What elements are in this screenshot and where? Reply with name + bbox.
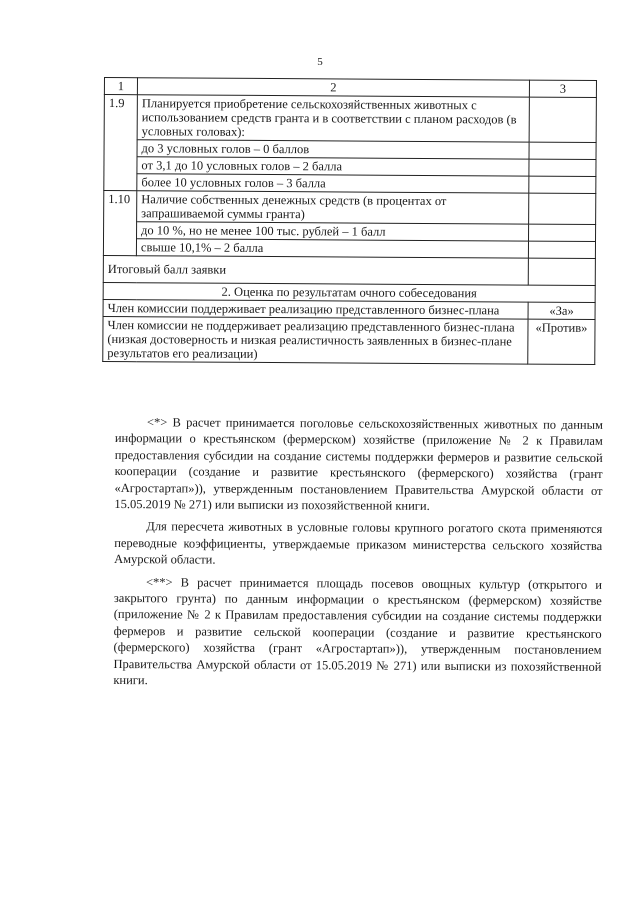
item-number: 1.10	[103, 191, 136, 256]
criterion-option: до 3 условных голов – 0 баллов	[137, 140, 529, 159]
score-cell	[528, 241, 595, 258]
table-row	[103, 316, 595, 364]
score-cell	[529, 176, 596, 193]
section-2-title: 2. Оценка по результатам очного собеседования	[103, 282, 595, 302]
scoring-table	[102, 77, 597, 365]
header-col-2: 2	[137, 78, 529, 97]
total-score-cell	[528, 258, 595, 285]
total-row	[103, 255, 595, 285]
table-row	[104, 95, 596, 143]
score-cell	[529, 97, 596, 142]
footnote-conversion: Для пересчета животных в условные головы крупного рогатого скота применяются переводные коэффициенты, утверждаемые приказом министерства сельского хозяйства Амурской области.	[114, 519, 603, 567]
vote-against-mark: «Против»	[528, 319, 595, 364]
criterion-option: от 3,1 до 10 условных голов – 2 балла	[137, 157, 529, 176]
score-cell	[529, 159, 596, 176]
footnote-1: <*> В расчет принимается поголовье сельскохозяйственных животных по данным информации о крестьянском (фермерском) хозяйстве (приложение № 2 к Правилам предоставления субсидии на создание системы поддержки фермеров и развитие сельской кооперации (создание и развитие крестьянского (фермерского) хозяйства (грант «Агростартап»)), утвержденным постановлением Правительства Амурской области от 15.05.2019 № 271) или выписки из похозяйственной книги.	[114, 415, 603, 513]
header-col-1: 1	[104, 78, 137, 95]
criterion-option: до 10 %, но не менее 100 тыс. рублей – 1 балл	[137, 222, 529, 241]
interview-criterion: Член комиссии поддерживает реализацию представленного бизнес-плана	[103, 299, 528, 319]
table-row	[104, 191, 596, 225]
vote-for-mark: «За»	[528, 302, 595, 319]
header-col-3: 3	[529, 80, 596, 97]
criterion-text: Наличие собственных денежных средств (в процентах от запрашиваемой суммы гранта)	[137, 191, 529, 224]
criterion-text: Планируется приобретение сельскохозяйственных животных с использованием средств гранта и в соответствии с планом расходов (в условных головах):	[137, 95, 529, 142]
score-cell	[529, 193, 596, 224]
total-label: Итоговый балл заявки	[103, 255, 528, 285]
score-cell	[529, 224, 596, 241]
footnotes	[113, 414, 603, 697]
criterion-option: более 10 условных голов – 3 балла	[137, 174, 529, 193]
interview-criterion: Член комиссии не поддерживает реализацию представленного бизнес-плана (низкая достоверность и низкая реалистичность заявленных в бизнес-плане результатов его реализации)	[103, 316, 528, 364]
item-number: 1.9	[104, 95, 138, 191]
score-cell	[529, 142, 596, 159]
criterion-option: свыше 10,1% – 2 балла	[136, 239, 528, 258]
page-number: 5	[317, 56, 323, 68]
footnote-2: <**> В расчет принимается площадь посевов овощных культур (открытого и закрытого грунта) по данным информации о крестьянском (фермерском) хозяйстве (приложение № 2 к Правилам предоставления субсидии на создание системы поддержки фермеров и развитие сельской кооперации (создание и развитие крестьянского (фермерского) хозяйства (грант «Агростартап»)), утвержденным постановлением Правительства Амурской области от 15.05.2019 № 271) или выписки из похозяйственной книги.	[113, 574, 603, 688]
